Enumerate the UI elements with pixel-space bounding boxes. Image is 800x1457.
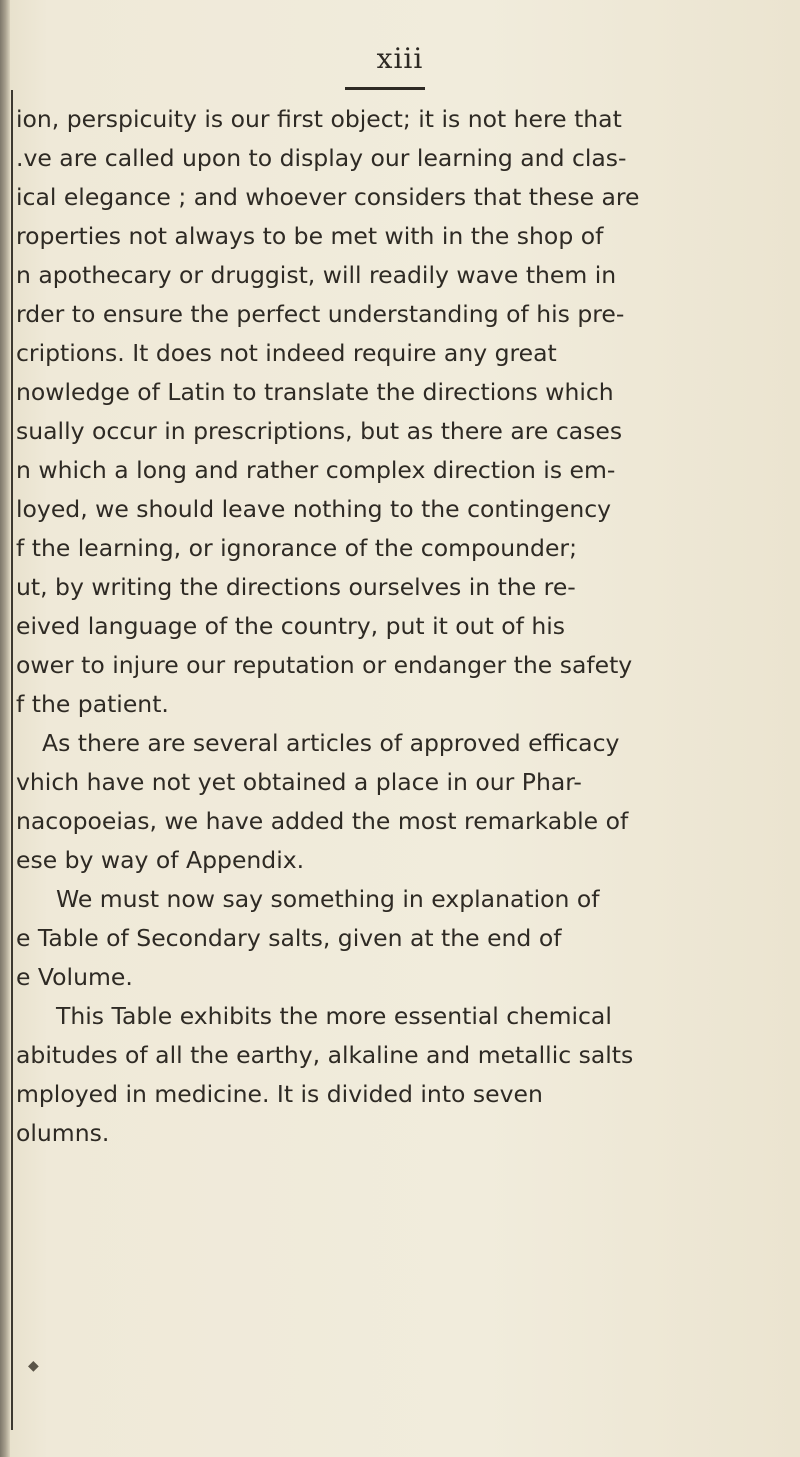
text-line-16: f the patient. [16, 690, 169, 718]
text-line-19: nacopoeias, we have added the most remarkable of [16, 807, 629, 835]
text-line-1: ion, perspicuity is our first object; it is not here that [16, 105, 622, 133]
gutter-line [11, 90, 13, 1430]
text-line-26: mployed in medicine. It is divided into seven [16, 1080, 543, 1108]
ink-speck-icon: ◆ [28, 1358, 39, 1374]
text-line-23: e Volume. [16, 963, 133, 991]
text-line-7: criptions. It does not indeed require any great [16, 339, 557, 367]
text-line-27: olumns. [16, 1119, 110, 1147]
text-line-11: loyed, we should leave nothing to the contingency [16, 495, 612, 523]
text-line-5: n apothecary or druggist, will readily wave them in [16, 261, 617, 289]
text-line-14: eived language of the country, put it out of his [16, 612, 566, 640]
text-line-21: We must now say something in explanation of [56, 885, 600, 913]
text-line-10: n which a long and rather complex direction is em- [16, 456, 616, 484]
text-line-24: This Table exhibits the more essential chemical [56, 1002, 612, 1030]
header-rule [345, 87, 425, 90]
text-line-15: ower to injure our reputation or endanger the safety [16, 651, 633, 679]
text-line-12: f the learning, or ignorance of the compounder; [16, 534, 578, 562]
text-line-6: rder to ensure the perfect understanding of his pre- [16, 300, 625, 328]
text-line-4: roperties not always to be met with in the shop of [16, 222, 604, 250]
text-line-18: vhich have not yet obtained a place in our Phar- [16, 768, 582, 796]
text-line-8: nowledge of Latin to translate the directions which [16, 378, 614, 406]
text-line-20: ese by way of Appendix. [16, 846, 305, 874]
text-line-3: ical elegance ; and whoever considers that these are [16, 183, 640, 211]
body-text [16, 100, 766, 1153]
page-binding-edge [0, 0, 10, 1457]
text-line-9: sually occur in prescriptions, but as there are cases [16, 417, 623, 445]
text-line-2: .ve are called upon to display our learning and clas- [16, 144, 627, 172]
text-line-13: ut, by writing the directions ourselves in the re- [16, 573, 576, 601]
text-line-25: abitudes of all the earthy, alkaline and metallic salts [16, 1041, 634, 1069]
page-number: xiii [376, 42, 424, 75]
text-line-22: e Table of Secondary salts, given at the end of [16, 924, 562, 952]
text-line-17: As there are several articles of approved efficacy [42, 729, 620, 757]
